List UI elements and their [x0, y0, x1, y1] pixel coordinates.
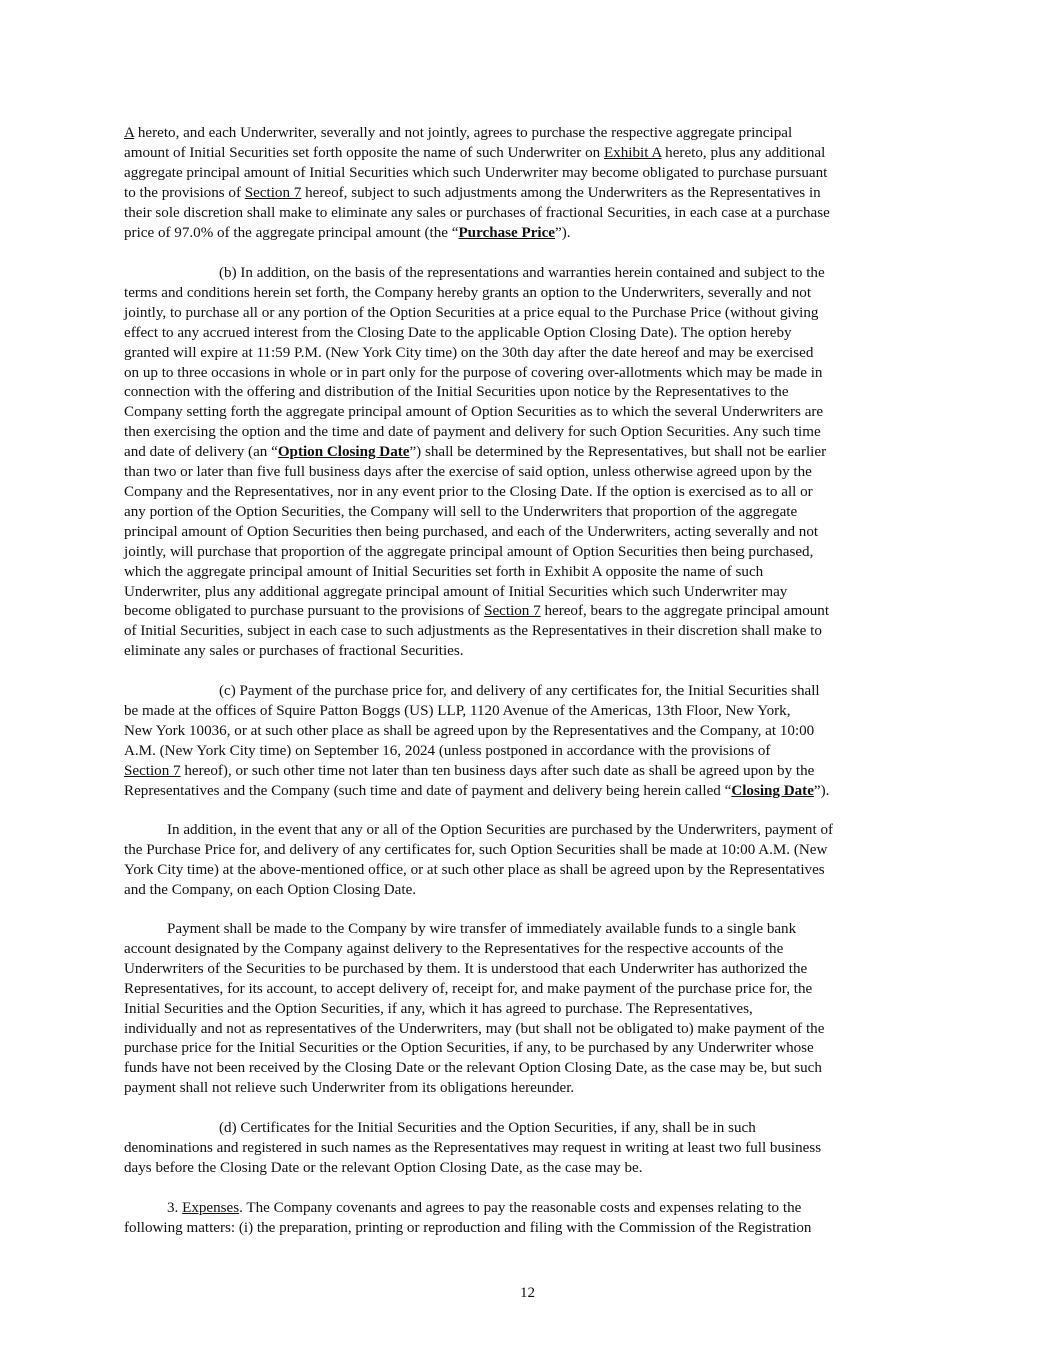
- text-line: Underwriters of the Securities to be purchased by them. It is understood that each Underwriter has authorized the: [124, 960, 808, 977]
- text-line: price of 97.0% of the aggregate principal amount (the “Purchase Price”).: [124, 224, 571, 241]
- text-line: days before the Closing Date or the relevant Option Closing Date, as the case may be.: [124, 1159, 643, 1176]
- text-line: (d) Certificates for the Initial Securities and the Option Securities, if any, shall be in such: [219, 1120, 756, 1136]
- text-line: A.M. (New York City time) on September 16, 2024 (unless postponed in accordance with the provisions of: [124, 742, 771, 759]
- text-line: amount of Initial Securities set forth opposite the name of such Underwriter on Exhibit A hereto, plus any additional: [124, 144, 826, 161]
- text-line: principal amount of Option Securities then being purchased, and each of the Underwriters, acting severally and not: [124, 523, 819, 540]
- text-line: eliminate any sales or purchases of fractional Securities.: [124, 643, 464, 660]
- defined-term-closing-date: Closing Date: [731, 782, 814, 799]
- text-line: aggregate principal amount of Initial Securities which such Underwriter may become obligated to purchase pursuant: [124, 164, 828, 181]
- paragraph-3-expenses: [124, 1199, 936, 1239]
- text-line: which the aggregate principal amount of Initial Securities set forth in Exhibit A opposite the name of such: [124, 563, 764, 580]
- paragraph-payment-wire: [124, 920, 936, 1099]
- text-line: and the Company, on each Option Closing Date.: [124, 881, 417, 898]
- text-line: Representatives and the Company (such time and date of payment and delivery being herein called “Closing Date”).: [124, 782, 830, 799]
- section-heading-expenses: Expenses: [182, 1200, 240, 1216]
- text-line: Initial Securities and the Option Securities, if any, which it has agreed to purchase. The Representatives,: [124, 1000, 753, 1017]
- text-line: be made at the offices of Squire Patton Boggs (US) LLP, 1120 Avenue of the Americas, 13th Floor, New York,: [124, 702, 791, 719]
- text-line: denominations and registered in such names as the Representatives may request in writing at least two full business: [124, 1139, 822, 1156]
- text-line: effect to any accrued interest from the Closing Date to the applicable Option Closing Date). The option hereby: [124, 324, 792, 341]
- text-line: on up to three occasions in whole or in part only for the purpose of covering over-allotments which may be made in: [124, 364, 823, 381]
- text-line: become obligated to purchase pursuant to the provisions of Section 7 hereof, bears to the aggregate principal amount: [124, 603, 830, 620]
- text-line: then exercising the option and the time and date of payment and delivery for such Option Securities. Any such time: [124, 424, 821, 441]
- text-line: Representatives, for its account, to accept delivery of, receipt for, and make payment of the purchase price for, the: [124, 980, 813, 997]
- text-line: A hereto, and each Underwriter, severally and not jointly, agrees to purchase the respective aggregate principal: [124, 125, 793, 141]
- text-line: their sole discretion shall make to eliminate any sales or purchases of fractional Securities, in each case at a purchase: [124, 204, 830, 221]
- text-line: Section 7 hereof), or such other time not later than ten business days after such date as shall be agreed upon by the: [124, 762, 815, 779]
- defined-term-option-closing-date: Option Closing Date: [277, 444, 410, 461]
- paragraph-additional-option: [124, 821, 936, 901]
- text-line: 3. Expenses. The Company covenants and agrees to pay the reasonable costs and expenses relating to the: [167, 1200, 802, 1216]
- text-line: following matters: (i) the preparation, printing or reproduction and filing with the Commission of the Registration: [124, 1219, 812, 1236]
- text-line: purchase price for the Initial Securities or the Option Securities, if any, to be purchased by any Underwriter whose: [124, 1040, 814, 1057]
- text-line: than two or later than five full business days after the exercise of said option, unless otherwise agreed upon by the: [124, 464, 812, 481]
- paragraph-c-payment: [124, 682, 936, 801]
- text-line: New York 10036, or at such other place as shall be agreed upon by the Representatives and the Company, at 10:00: [124, 722, 815, 739]
- page-number: 12: [519, 1285, 536, 1301]
- text-line: Company and the Representatives, nor in any event prior to the Closing Date. If the option is exercised as to all or: [124, 483, 813, 500]
- paragraph-purchase-price: [124, 124, 936, 243]
- paragraph-b-option: [124, 264, 936, 662]
- text-line: funds have not been received by the Closing Date or the relevant Option Closing Date, as the case may be, but such: [124, 1060, 822, 1077]
- text-line: granted will expire at 11:59 P.M. (New York City time) on the 30th day after the date hereof and may be exercised: [124, 344, 814, 361]
- text-line: Company setting forth the aggregate principal amount of Option Securities as to which the several Underwriters are: [124, 404, 824, 421]
- text-line: individually and not as representatives of the Underwriters, may (but shall not be obligated to) make payment of the: [124, 1020, 825, 1037]
- text-line: jointly, will purchase that proportion of the aggregate principal amount of Option Securities then being purchased,: [124, 543, 814, 560]
- text-line: (b) In addition, on the basis of the representations and warranties herein contained and subject to the: [219, 265, 825, 281]
- exhibit-a-link: Exhibit A: [603, 144, 662, 161]
- defined-term-purchase-price: Purchase Price: [458, 224, 555, 241]
- text-line: In addition, in the event that any or all of the Option Securities are purchased by the Underwriters, payment of: [167, 822, 834, 838]
- text-line: Payment shall be made to the Company by wire transfer of immediately available funds to a single bank: [167, 921, 797, 937]
- text-line: any portion of the Option Securities, the Company will sell to the Underwriters that proportion of the aggregate: [124, 503, 798, 520]
- text-line: payment shall not relieve such Underwriter from its obligations hereunder.: [124, 1080, 575, 1097]
- text-line: jointly, to purchase all or any portion of the Option Securities at a price equal to the Purchase Price (without giving: [124, 304, 819, 321]
- text-line: account designated by the Company against delivery to the Representatives for the respective accounts of the: [124, 940, 784, 957]
- section-7-link: Section 7: [124, 762, 181, 779]
- text-line: and date of delivery (an “Option Closing Date”) shall be determined by the Representatives, but shall not be earlier: [124, 444, 827, 461]
- exhibit-a-link: A: [124, 125, 135, 141]
- text-line: Underwriter, plus any additional aggregate principal amount of Initial Securities which such Underwriter may: [124, 583, 788, 600]
- section-7-link: Section 7: [484, 603, 541, 620]
- text-line: of Initial Securities, subject in each case to such adjustments as the Representatives in their discretion shall make to: [124, 623, 822, 640]
- text-line: connection with the offering and distribution of the Initial Securities upon notice by the Representatives to the: [124, 384, 789, 401]
- paragraph-d-certificates: [124, 1119, 936, 1179]
- text-line: York City time) at the above-mentioned office, or at such other place as shall be agreed upon by the Representatives: [124, 861, 825, 878]
- text-line: (c) Payment of the purchase price for, and delivery of any certificates for, the Initial Securities shall: [219, 683, 820, 699]
- text-line: terms and conditions herein set forth, the Company hereby grants an option to the Underwriters, severally and not: [124, 284, 812, 301]
- text-line: to the provisions of Section 7 hereof, subject to such adjustments among the Underwriters as the Representatives in: [124, 184, 821, 201]
- text-line: the Purchase Price for, and delivery of any certificates for, such Option Securities shall be made at 10:00 A.M. (New: [124, 841, 828, 858]
- section-7-link: Section 7: [244, 184, 302, 201]
